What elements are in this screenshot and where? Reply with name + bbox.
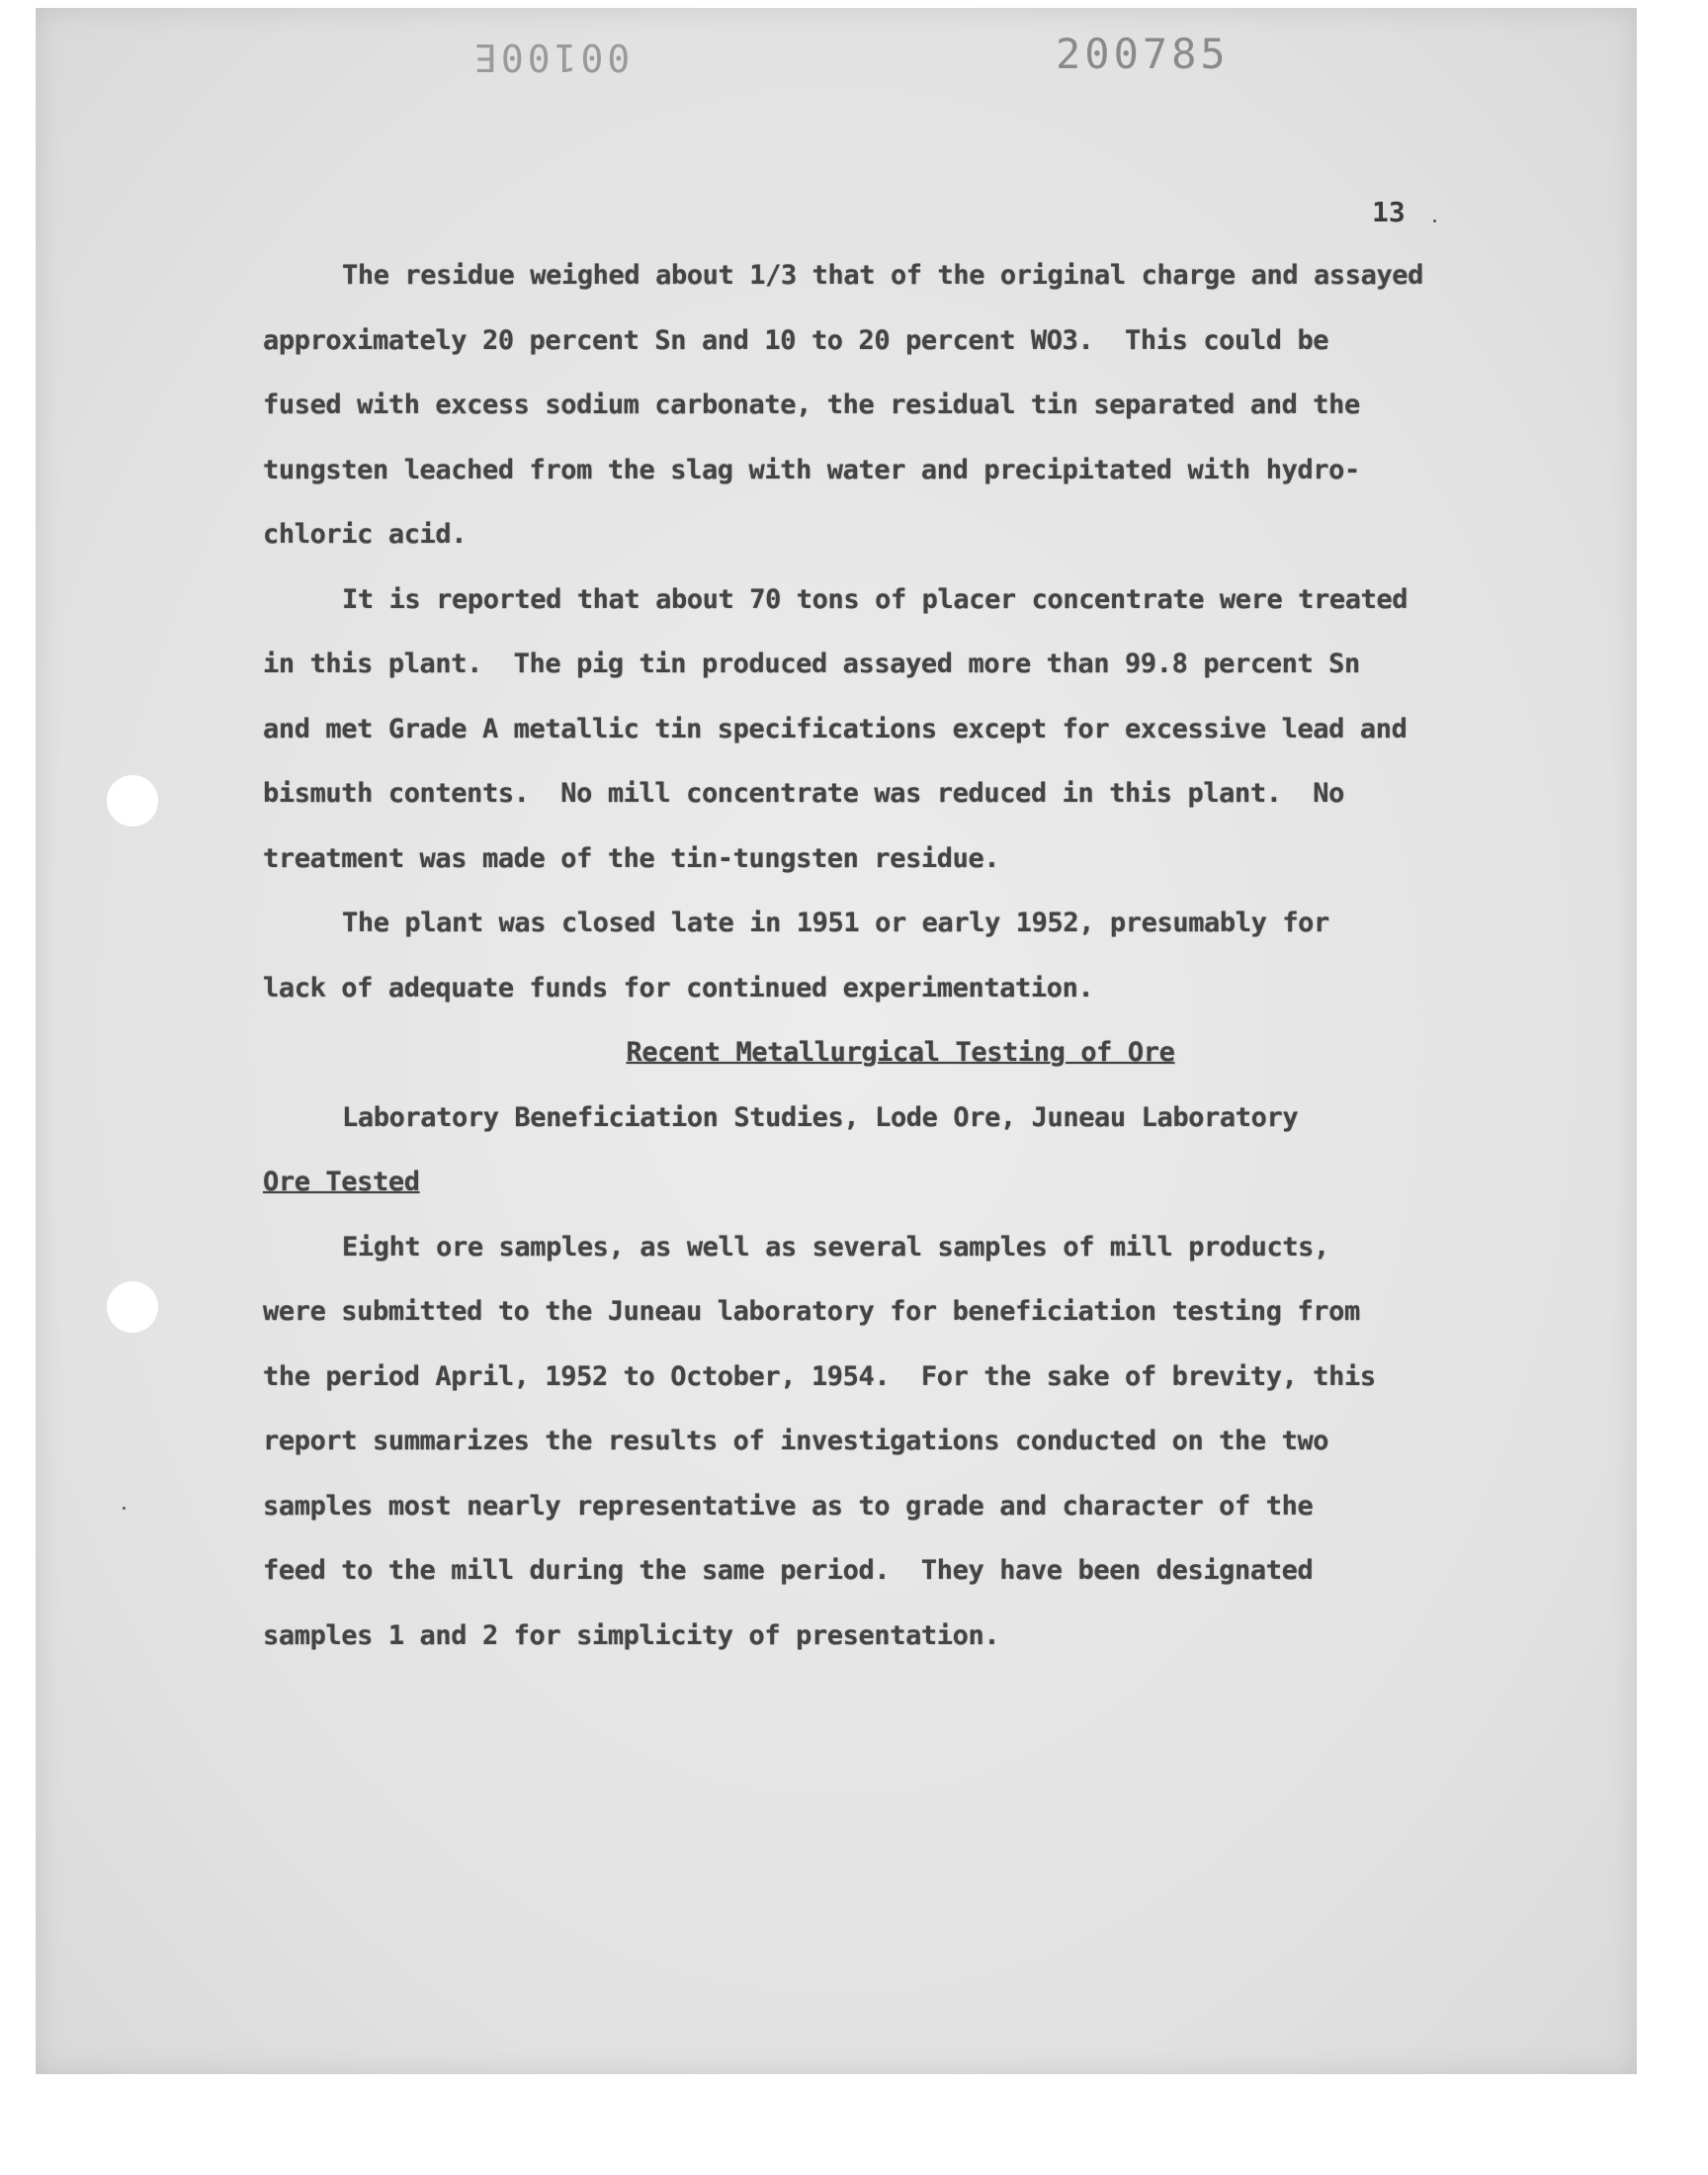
text-line: bismuth contents. No mill concentrate was reduced in this plant. No bbox=[263, 778, 1345, 809]
text-line: the period April, 1952 to October, 1954. For the sake of brevity, this bbox=[263, 1360, 1376, 1392]
text-line: The plant was closed late in 1951 or early 1952, presumably for bbox=[342, 908, 1329, 938]
speck bbox=[123, 1507, 126, 1510]
text-line: feed to the mill during the same period. They have been designated bbox=[263, 1555, 1314, 1586]
punch-hole bbox=[107, 775, 158, 826]
text-line: fused with excess sodium carbonate, the residual tin separated and the bbox=[263, 390, 1360, 420]
text-line: in this plant. The pig tin produced assayed more than 99.8 percent Sn bbox=[263, 649, 1360, 679]
text-line: samples 1 and 2 for simplicity of presentation. bbox=[263, 1619, 1000, 1651]
subsection-heading: Laboratory Beneficiation Studies, Lode Ore, Juneau Laboratory bbox=[342, 1101, 1299, 1133]
ore-tested-heading-text: Ore Tested bbox=[263, 1167, 420, 1197]
section-heading bbox=[263, 1020, 1538, 1086]
text-line: treatment was made of the tin-tungsten residue. bbox=[263, 842, 1000, 874]
punch-hole bbox=[107, 1281, 158, 1333]
text-line: lack of adequate funds for continued experimentation. bbox=[263, 972, 1094, 1003]
page-number: 13 bbox=[1372, 196, 1406, 228]
stamp-number: 200785 bbox=[1056, 30, 1230, 78]
text-line: approximately 20 percent Sn and 10 to 20 percent WO3. This could be bbox=[263, 324, 1329, 356]
text-line: tungsten leached from the slag with water and precipitated with hydro- bbox=[263, 454, 1360, 485]
text-line: The residue weighed about 1/3 that of the original charge and assayed bbox=[342, 260, 1424, 291]
text-line: report summarizes the results of investigations conducted on the two bbox=[263, 1426, 1329, 1456]
text-line: chloric acid. bbox=[263, 519, 468, 550]
text-line: and met Grade A metallic tin specifications except for excessive lead and bbox=[263, 713, 1408, 744]
text-line: It is reported that about 70 tons of placer concentrate were treated bbox=[342, 583, 1409, 615]
body-text bbox=[263, 243, 1538, 1668]
text-line: samples most nearly representative as to grade and character of the bbox=[263, 1490, 1314, 1522]
speck bbox=[1433, 219, 1436, 222]
text-line: were submitted to the Juneau laboratory for beneficiation testing from bbox=[263, 1296, 1360, 1327]
section-heading-text: Recent Metallurgical Testing of Ore bbox=[626, 1037, 1175, 1068]
ore-tested-heading bbox=[263, 1150, 1538, 1215]
text-line: Eight ore samples, as well as several samples of mill products, bbox=[342, 1231, 1329, 1262]
stamp-number-inverted: 00100E bbox=[470, 36, 631, 79]
